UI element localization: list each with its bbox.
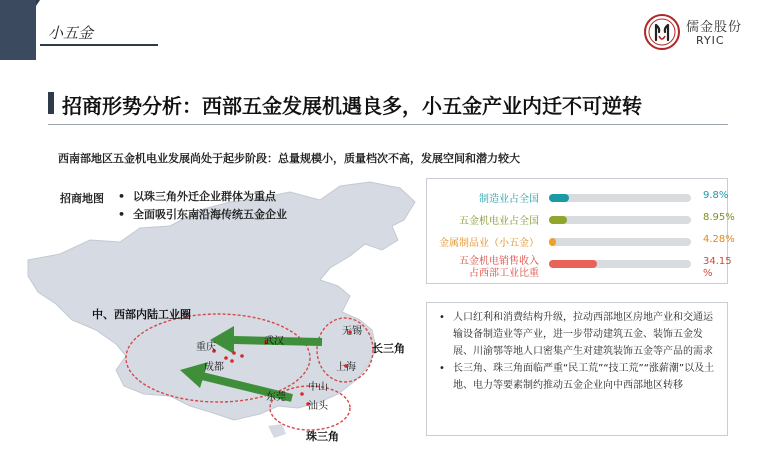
stat-value: 8.95% <box>703 212 735 223</box>
region-label-central-west: 中、西部内陆工业圈 <box>92 308 191 321</box>
city-label-zhongshan: 中山 <box>308 382 328 393</box>
stats-panel <box>426 178 735 284</box>
stat-label-line: 五金机电销售收入 <box>459 256 539 267</box>
stat-label <box>459 256 539 280</box>
stat-bar-fill <box>549 238 556 246</box>
stat-bar-track <box>549 216 691 224</box>
company-logo <box>644 14 748 50</box>
map-bullet-item: • 全面吸引东南沿海传统五金企业 <box>118 206 287 224</box>
map-section-label: 招商地图 <box>60 192 104 205</box>
title-divider <box>48 124 728 125</box>
city-label-shanghai: 上海 <box>336 362 356 373</box>
stat-bar-track <box>549 238 691 246</box>
stat-value <box>703 256 732 280</box>
header-corner-block <box>0 0 36 60</box>
stat-bar-fill <box>549 260 597 268</box>
city-label-shantou: 汕头 <box>308 401 328 412</box>
page-subtitle: 西南部地区五金机电业发展尚处于起步阶段：总量规模小，质量档次不高，发展空间和潜力较大 <box>58 152 520 165</box>
section-tab-underline <box>40 44 158 46</box>
city-label-wuhan: 武汉 <box>264 336 284 347</box>
stat-row <box>427 211 735 229</box>
stat-row <box>427 255 732 281</box>
region-label-pearl: 珠三角 <box>306 430 339 443</box>
page-title: 招商形势分析：西部五金发展机遇良多，小五金产业内迁不可逆转 <box>62 94 642 118</box>
stat-label-line: 占西部工业比重 <box>469 268 539 279</box>
logo-chinese-text: 儒金股份 <box>686 20 743 35</box>
logo-english-text: RYIC <box>696 34 725 47</box>
description-item: • 人口红利和消费结构升级，拉动西部地区房地产业和交通运输设备制造业等产业，进一步带动建筑五金、装饰五金发展、川渝鄂等地人口密集产生对建筑装饰五金等产品的需求 <box>435 309 719 360</box>
city-label-chengdu: 成都 <box>204 362 224 373</box>
stat-value: 9.8% <box>703 190 729 201</box>
description-panel <box>426 302 728 436</box>
city-label-wuxi: 无锡 <box>342 326 362 337</box>
map-bullets <box>118 188 287 224</box>
stat-row <box>427 189 727 207</box>
stat-label: 五金机电业占全国 <box>459 216 539 227</box>
stat-value-line: % <box>703 268 713 279</box>
city-label-chongqing: 重庆 <box>196 342 216 353</box>
map-bullet-item: • 以珠三角外迁企业群体为重点 <box>118 188 287 206</box>
city-label-dongguan: 东莞 <box>266 392 286 403</box>
stat-value: 4.28% <box>703 234 735 245</box>
title-accent-bar <box>48 92 54 114</box>
stat-label: 制造业占全国 <box>479 194 539 205</box>
stat-bar-fill <box>549 194 569 202</box>
stat-bar-fill <box>549 216 567 224</box>
stat-row <box>427 233 735 251</box>
stat-label: 金属制品业（小五金） <box>439 238 539 249</box>
stat-value-line: 34.15 <box>703 256 732 267</box>
logo-mark-icon <box>644 14 680 50</box>
stat-bar-track <box>549 260 691 268</box>
section-tab[interactable]: 小五金 <box>48 24 94 42</box>
description-item: • 长三角、珠三角面临严重“民工荒”“技工荒”“涨薪潮”以及土地、电力等要素制约推动五金企业向中西部地区转移 <box>435 360 719 394</box>
hainan-island <box>268 424 286 438</box>
stat-bar-track <box>549 194 691 202</box>
region-label-yangtze: 长三角 <box>372 342 405 355</box>
